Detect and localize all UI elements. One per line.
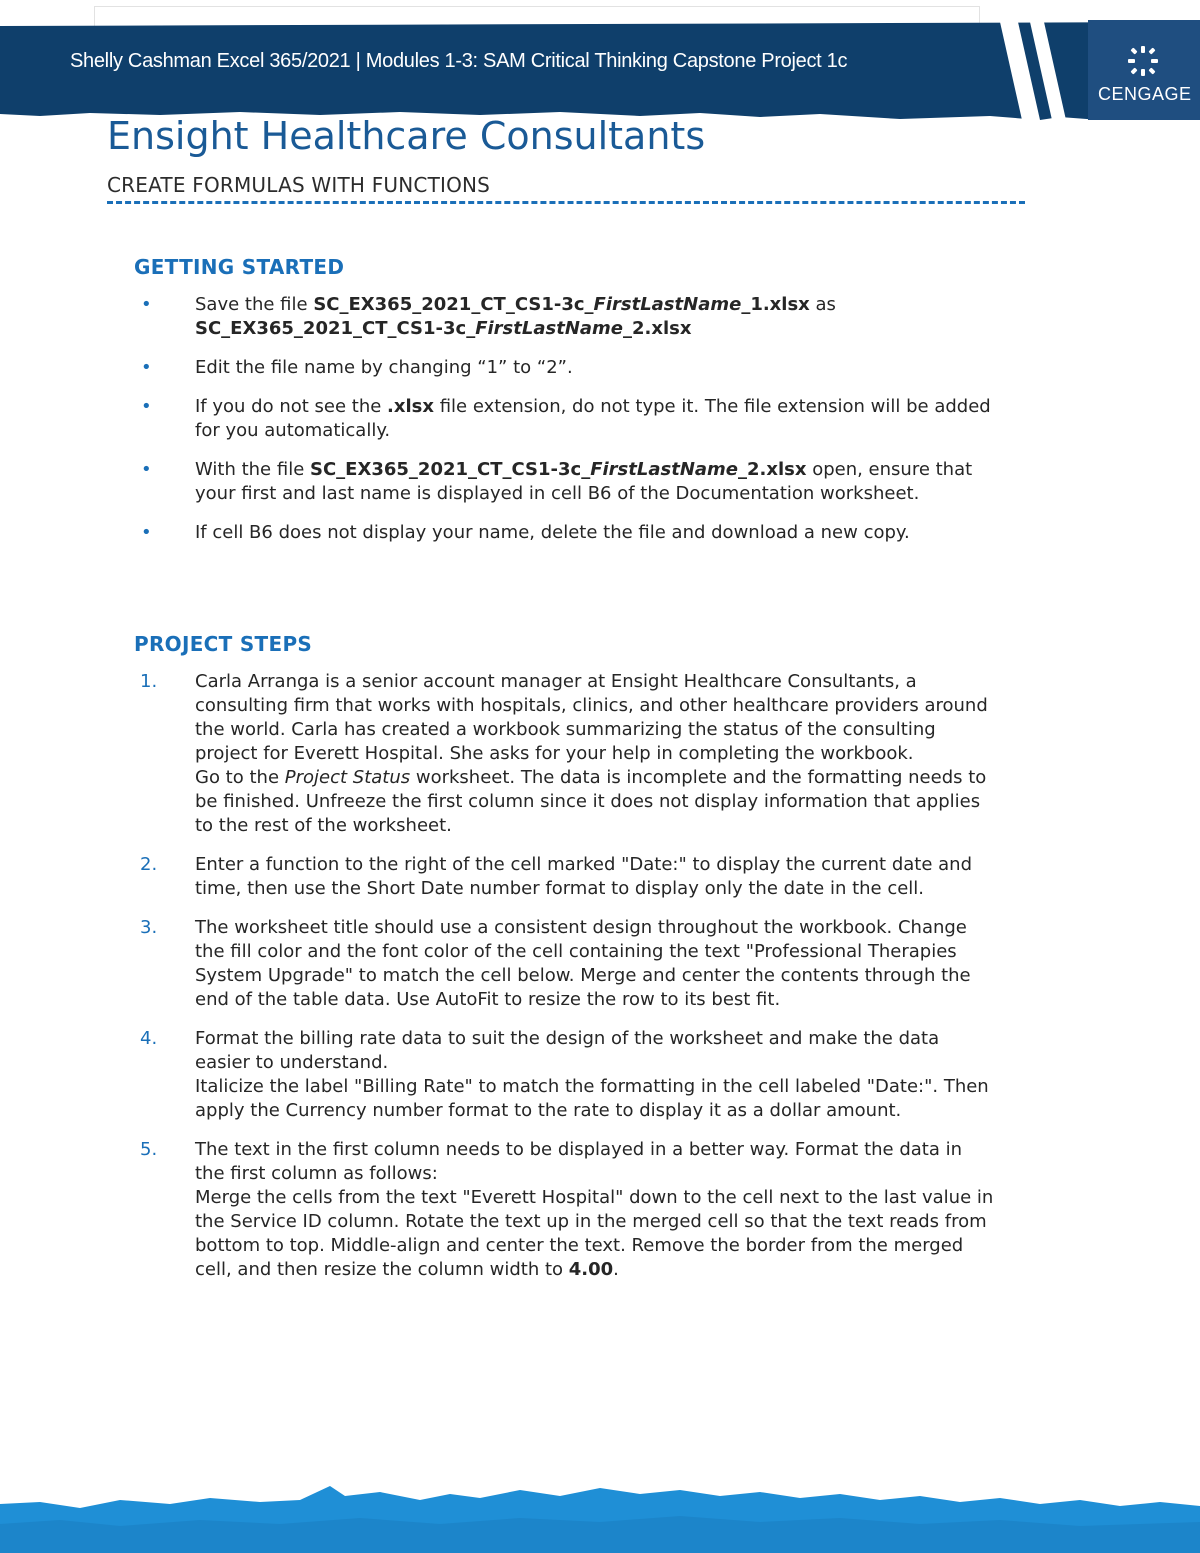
document-subtitle: CREATE FORMULAS WITH FUNCTIONS [107, 173, 491, 197]
step-number: 5. [140, 1139, 158, 1160]
bullet-icon: • [141, 294, 152, 315]
step-item: 5. The text in the first column needs to be displayed in a better way. Format the data in the first column as follows: Merge the cells from the text "Everett Hospital" down to the cell next to the last value in the Service ID column. Rotate the text up in the merged cell so that the text reads from bottom to top. Middle-align and center the text. Remove the border from the merged cell, and then resize the column width to 4.00. [140, 1139, 994, 1280]
step-number: 4. [140, 1028, 158, 1049]
list-item: • Edit the file name by changing “1” to “2”. [141, 357, 573, 378]
section-heading-project-steps: PROJECT STEPS [134, 632, 313, 656]
footer-mountains [0, 1480, 1200, 1553]
list-item: • Save the file SC_EX365_2021_CT_CS1-3c_FirstLastName_1.xlsx as SC_EX365_2021_CT_CS1-3c_FirstLastName_2.xlsx [141, 294, 836, 339]
list-item: • With the file SC_EX365_2021_CT_CS1-3c_FirstLastName_2.xlsx open, ensure that your first and last name is displayed in cell B6 of the Documentation worksheet. [141, 459, 973, 504]
project-steps-list [134, 670, 994, 1282]
cengage-logo [1098, 44, 1192, 105]
step-item: 4. Format the billing rate data to suit the design of the worksheet and make the data easier to understand. Italicize the label "Billing Rate" to match the formatting in the cell labeled "Date:". Then apply the Currency number format to the rate to display it as a dollar amount. [140, 1028, 989, 1121]
course-title: Shelly Cashman Excel 365/2021 | Modules 1-3: SAM Critical Thinking Capstone Project 1c [70, 50, 848, 72]
document-title: Ensight Healthcare Consultants [107, 114, 706, 158]
step-item: 2. Enter a function to the right of the cell marked "Date:" to display the current date and time, then use the Short Date number format to display only the date in the cell. [140, 854, 972, 899]
list-item: • If you do not see the .xlsx file extension, do not type it. The file extension will be added for you automatically. [141, 396, 991, 441]
cengage-logo-icon [1125, 44, 1161, 78]
section-heading-getting-started: GETTING STARTED [134, 255, 345, 279]
bullet-icon: • [141, 522, 152, 543]
step-number: 3. [140, 917, 158, 938]
step-item: 1. Carla Arranga is a senior account manager at Ensight Healthcare Consultants, a consulting firm that works with hospitals, clinics, and other healthcare providers around the world. Carla has created a workbook summarizing the status of the consulting project for Everett Hospital. She asks for your help in completing the workbook. Go to the Project Status worksheet. The data is incomplete and the formatting needs to be finished. Unfreeze the first column since it does not display information that applies to the rest of the worksheet. [140, 671, 988, 836]
bullet-icon: • [141, 396, 152, 417]
bullet-icon: • [141, 357, 152, 378]
step-item: 3. The worksheet title should use a consistent design throughout the workbook. Change the fill color and the font color of the cell containing the text "Professional Therapies System Upgrade" to match the cell below. Merge and center the contents through the end of the table data. Use AutoFit to resize the row to its best fit. [140, 917, 971, 1010]
dashed-divider [107, 201, 1025, 204]
step-number: 2. [140, 854, 158, 875]
logo-text: CENGAGE [1098, 84, 1192, 104]
list-item: • If cell B6 does not display your name, delete the file and download a new copy. [141, 522, 910, 543]
getting-started-list [134, 293, 994, 545]
bullet-icon: • [141, 459, 152, 480]
step-number: 1. [140, 671, 158, 692]
